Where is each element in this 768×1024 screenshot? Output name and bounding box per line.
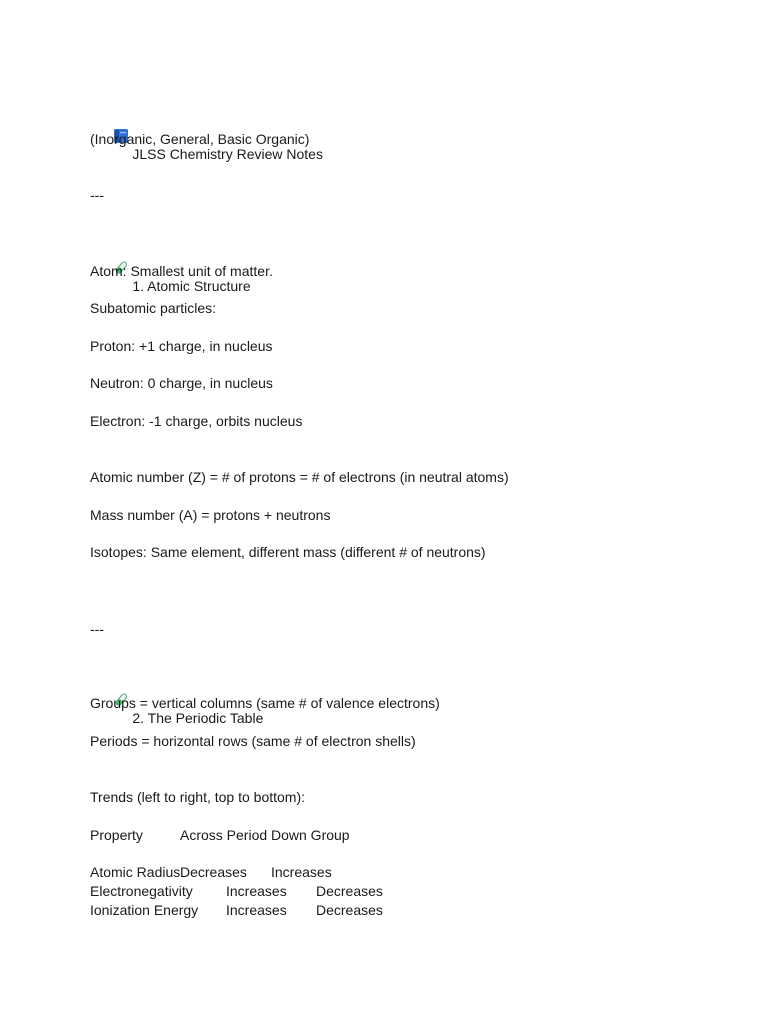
note-line: Periods = horizontal rows (same # of electron shells)	[90, 733, 416, 749]
section-heading-text: 1. Atomic Structure	[132, 278, 251, 294]
table-cell: Increases	[271, 864, 332, 880]
note-line: Electron: -1 charge, orbits nucleus	[90, 413, 303, 429]
section-heading-atomic-structure	[90, 224, 251, 298]
table-header-cell: Down Group	[271, 827, 350, 843]
note-line: Groups = vertical columns (same # of valence electrons)	[90, 695, 440, 711]
note-line: Mass number (A) = protons + neutrons	[90, 507, 331, 523]
note-line: Atomic number (Z) = # of protons = # of electrons (in neutral atoms)	[90, 469, 509, 485]
subtitle: (Inorganic, General, Basic Organic)	[90, 131, 310, 147]
note-line: Proton: +1 charge, in nucleus	[90, 338, 273, 354]
title-text: JLSS Chemistry Review Notes	[132, 146, 323, 162]
table-cell: Ionization Energy	[90, 902, 199, 918]
table-header-cell: Property	[90, 827, 143, 843]
table-cell: Electronegativity	[90, 883, 193, 899]
section-heading-periodic-table	[90, 656, 263, 730]
divider: ---	[90, 187, 104, 203]
note-line: Neutron: 0 charge, in nucleus	[90, 375, 273, 391]
table-cell: Atomic Radius	[90, 864, 181, 880]
table-cell: Decreases	[316, 902, 383, 918]
table-cell: Increases	[226, 883, 287, 899]
note-line: Isotopes: Same element, different mass (different # of neutrons)	[90, 544, 486, 560]
note-line: Subatomic particles:	[90, 300, 217, 316]
note-line: Atom: Smallest unit of matter.	[90, 263, 273, 279]
table-cell: Decreases	[316, 883, 383, 899]
table-cell: Decreases	[180, 864, 247, 880]
table-header-cell: Across Period	[180, 827, 268, 843]
document-title	[90, 92, 323, 166]
table-cell: Increases	[226, 902, 287, 918]
section-heading-text: 2. The Periodic Table	[132, 710, 264, 726]
note-line: Trends (left to right, top to bottom):	[90, 789, 306, 805]
divider: ---	[90, 621, 104, 637]
